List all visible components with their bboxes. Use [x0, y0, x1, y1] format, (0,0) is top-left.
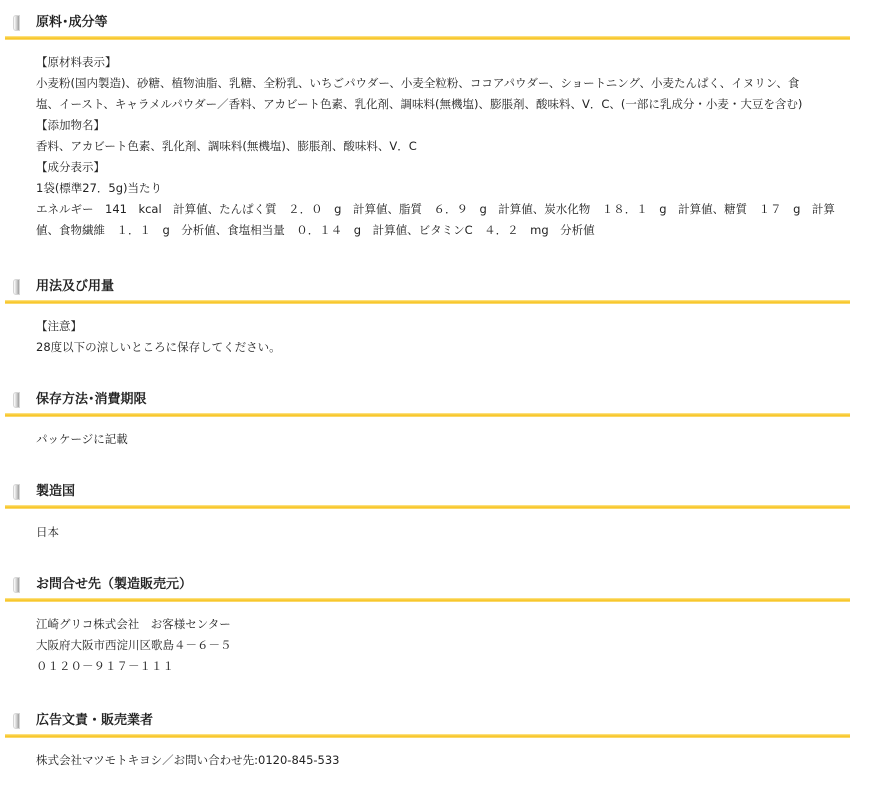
section-title: 広告文責・販売業者 — [36, 713, 154, 728]
text-line: ０１２０－９１７－１１１ — [36, 659, 174, 673]
text-line: 1袋(標準27．5g)当たり — [36, 181, 163, 195]
section-header-storage — [5, 385, 850, 417]
section-title: 原料･成分等 — [36, 15, 108, 30]
section-marker-icon — [13, 15, 20, 31]
section-body-usage — [36, 316, 836, 358]
section-divider — [5, 598, 850, 602]
section-body-ingredients — [36, 52, 836, 241]
text-line: 【添加物名】 — [36, 118, 105, 132]
section-title: 製造国 — [36, 484, 76, 499]
section-title: 用法及び用量 — [36, 279, 115, 294]
text-line: 【原材料表示】 — [36, 55, 117, 69]
section-divider — [5, 734, 850, 738]
section-title: 保存方法･消費期限 — [36, 392, 147, 407]
text-line: 【成分表示】 — [36, 160, 105, 174]
section-header-advertiser — [5, 706, 850, 738]
section-header-ingredients — [5, 8, 850, 40]
section-body-contact — [36, 614, 836, 677]
section-header-country — [5, 477, 850, 509]
text-line: パッケージに記載 — [36, 432, 128, 446]
section-marker-icon — [13, 713, 20, 729]
section-divider — [5, 413, 850, 417]
section-body-country — [36, 522, 836, 543]
section-title: お問合せ先（製造販売元） — [36, 577, 193, 592]
section-marker-icon — [13, 577, 20, 593]
nutrition-facts: エネルギー 141 kcal 計算値、たんぱく質 ２．０ g 計算値、脂質 ６．９ g 計算値、炭水化物 １８．１ g 計算値、糖質 １７ g 計算値、食物繊維 １．１ g 分析値、食塩相当量 ０．１４ g 計算値、ビタミンC ４．２ mg 分析値 — [36, 202, 835, 237]
text-line: 日本 — [36, 525, 59, 539]
section-body-advertiser — [36, 750, 836, 771]
section-divider — [5, 505, 850, 509]
section-marker-icon — [13, 279, 20, 295]
section-marker-icon — [13, 392, 20, 408]
text-line: 28度以下の涼しいところに保存してください。 — [36, 340, 281, 354]
text-line: 香料、アカビート色素、乳化剤、調味料(無機塩)、膨脹剤、酸味料、V．C — [36, 139, 417, 153]
text-line: 小麦粉(国内製造)、砂糖、植物油脂、乳糖、全粉乳、いちごパウダー、小麦全粒粉、ココアパウダー、ショートニング、小麦たんぱく、イヌリン、食 — [36, 76, 800, 90]
section-header-usage — [5, 272, 850, 304]
text-line: 【注意】 — [36, 319, 82, 333]
text-line: 大阪府大阪市西淀川区歌島４－６－５ — [36, 638, 232, 652]
text-line: 江崎グリコ株式会社 お客様センター — [36, 617, 231, 631]
section-header-contact — [5, 570, 850, 602]
section-marker-icon — [13, 484, 20, 500]
section-divider — [5, 36, 850, 40]
section-divider — [5, 300, 850, 304]
section-body-storage — [36, 429, 836, 450]
text-line: 塩、イースト、キャラメルパウダー／香料、アカビート色素、乳化剤、調味料(無機塩)、膨脹剤、酸味料、V．C、(一部に乳成分・小麦・大豆を含む) — [36, 97, 803, 111]
text-line: 株式会社マツモトキヨシ／お問い合わせ先:0120-845-533 — [36, 753, 340, 767]
